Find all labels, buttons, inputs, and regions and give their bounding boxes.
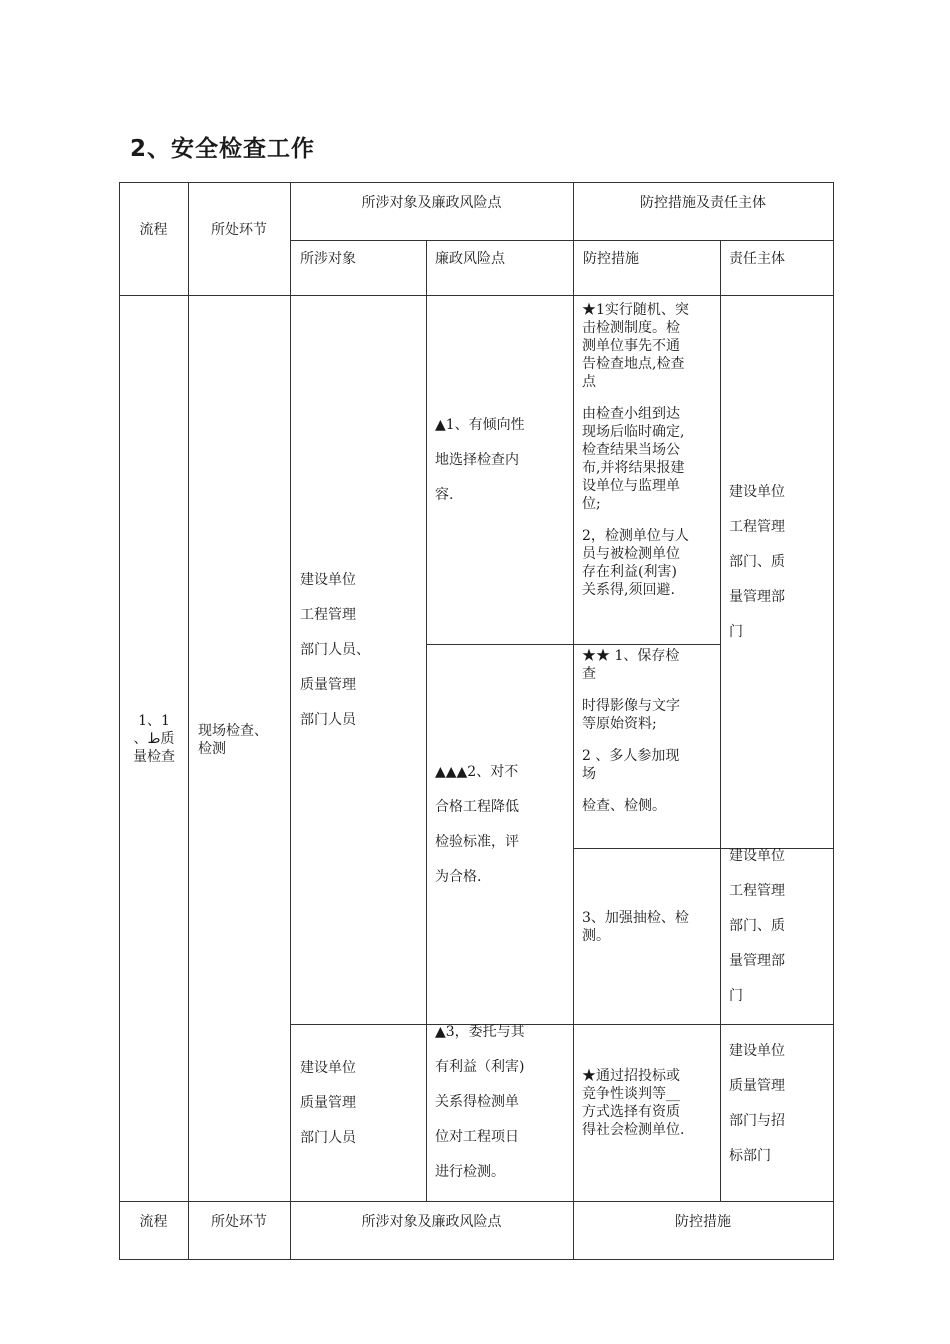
owner-cell-1: 建设单位 工程管理 部门、质 量管理部 门 [729,484,785,640]
flow-cell: 1、1 、ط质 量检查 [133,713,175,765]
footer-stage: 所处环节 [211,1214,267,1230]
measure-cell-1: ★1实行随机、突 击检测制度。检 测单位事先不通 告检查地点,检查 点 由检查小组到达 现场后临时确定, 检查结果当场公 布,并将结果报建 设单位与监理单 位; 2，检测单位与人 员与被检测单位 存在利益(利害) 关系得,须回避. [582,302,689,598]
risk-cell-3: ▲3，委托与其 有利益（利害) 关系得检测单 位对工程项日 进行检测。 [435,1024,525,1180]
section-heading: 2、安全检查工作 [130,136,316,162]
header-owner: 责任主体 [729,251,785,267]
measure-cell-3: 3、加强抽检、检 测。 [582,910,689,944]
stage-cell: 现场检查、 检测 [198,723,268,757]
header-risk: 廉政风险点 [435,251,505,267]
header-object: 所涉对象 [300,251,356,267]
footer-measure: 防控措施 [675,1214,731,1230]
object-cell-1: 建设单位 工程管理 部门人员、 质量管理 部门人员 [300,572,370,728]
measure-cell-2: ★★ 1、保存检 查 时得影像与文字 等原始资料; 2 、多人参加现 场 检查、检侧。 [582,648,680,814]
footer-objects-and-risks: 所涉对象及廉政风险点 [361,1214,502,1230]
header-measures-and-owner: 防控措施及责任主体 [640,195,766,211]
risk-cell-1: ▲1、有倾向性 地选择检查内 容. [435,417,525,503]
header-stage: 所处环节 [211,222,267,238]
header-flow: 流程 [139,222,168,238]
object-cell-2: 建设单位 质量管理 部门人员 [300,1060,356,1146]
owner-cell-2: 建设单位 工程管理 部门、质 量管理部 门 [729,848,785,1004]
footer-flow: 流程 [139,1214,168,1230]
measure-cell-4: ★通过招投标或 竞争性谈判等__ 方式选择有资质 得社会检测单位. [582,1068,685,1138]
owner-cell-3: 建设单位 质量管理 部门与招 标部门 [729,1043,785,1164]
risk-cell-2: ▲▲▲2、对不 合格工程降低 检验标准，评 为合格. [435,764,519,885]
header-objects-and-risks: 所涉对象及廉政风险点 [361,195,502,211]
header-measure: 防控措施 [583,251,639,267]
